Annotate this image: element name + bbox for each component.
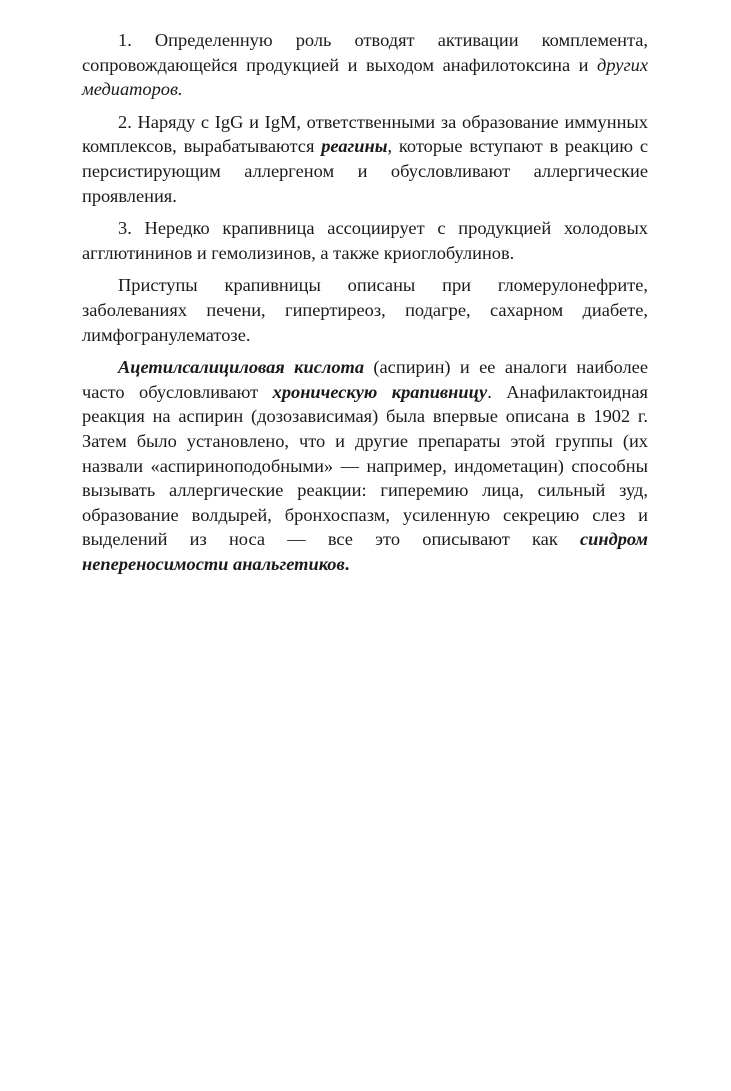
text-run: . Анафилактоидная реакция на аспирин (дозозависимая) была впервые описана в 1902 г. Затем было установлено, что и другие препараты этой группы (их назвали «аспириноподобными» — например, индометацин) способны вызывать аллергические реакции: гиперемию лица, сильный зуд, образование волдырей, бронхоспазм, усиленную секрецию слез и выделений из носа — все это описывают как <box>82 381 648 550</box>
document-page <box>82 28 648 576</box>
text-run-bold-italic: Ацетилсалициловая кислота <box>118 357 365 378</box>
text-run: Приступы крапивницы описаны при гломерулонефрите, заболеваниях печени, гипертиреоз, подагре, сахарном диабете, лимфогранулематозе. <box>82 275 648 345</box>
text-run-bold-italic: хроническую крапивницу <box>272 381 488 402</box>
text-run: (аспирин) и ее аналоги наиболее часто обусловливают <box>82 357 648 402</box>
text-run: 1. Определенную роль отводят активации комплемента, сопровождающейся продукцией и выходом анафилотоксина и <box>82 30 648 75</box>
paragraph-urticaria-attacks <box>82 273 648 347</box>
paragraph-cold-agglutinins <box>82 216 648 265</box>
text-run: , которые вступают в реакцию с персистирующим аллергеном и обусловливают аллергические проявления. <box>82 136 648 206</box>
text-run-bold: . <box>344 553 350 574</box>
paragraph-aspirin <box>82 355 648 576</box>
paragraph-complement <box>82 28 648 102</box>
text-run-bold-italic: синдром непереносимости анальгетиков <box>82 529 648 574</box>
text-run-bold-italic: реагины <box>321 136 388 157</box>
text-run: 2. Наряду с IgG и IgM, ответственными за образование иммунных комплексов, вырабатываются <box>82 111 648 157</box>
text-run-italic: других медиаторов. <box>82 54 648 100</box>
text-run: 3. Нередко крапивница ассоциирует с продукцией холодовых агглютининов и гемолизинов, а также криоглобулинов. <box>82 218 648 263</box>
paragraph-reagins <box>82 110 648 208</box>
